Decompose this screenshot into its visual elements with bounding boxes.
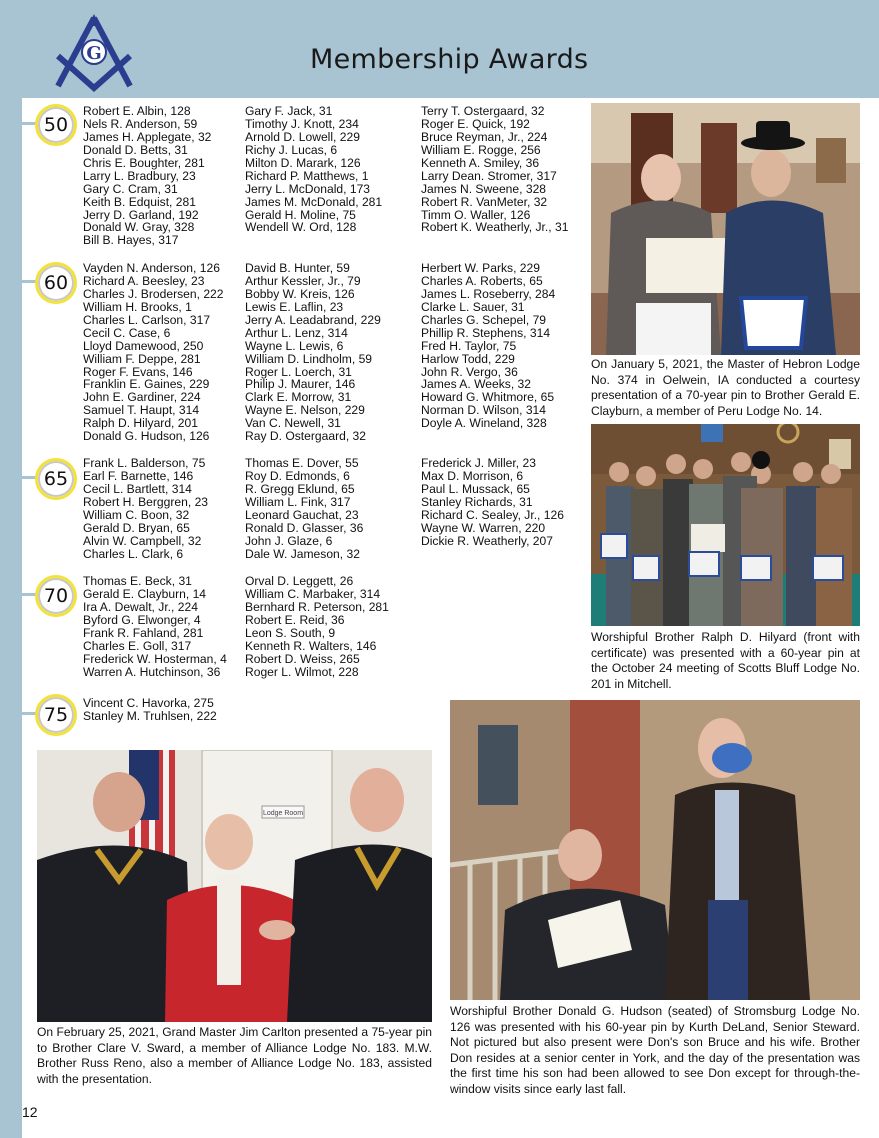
member-name: Arthur L. Lenz, 314 bbox=[245, 325, 348, 340]
member-name: Robert D. Weiss, 265 bbox=[245, 651, 360, 666]
names-col-65-a bbox=[83, 457, 208, 561]
member-name: Clark E. Morrow, 31 bbox=[245, 390, 352, 405]
member-name: David B. Hunter, 59 bbox=[245, 261, 350, 275]
member-name: James N. Sweene, 328 bbox=[421, 181, 547, 196]
svg-text:G: G bbox=[86, 43, 102, 64]
member-name: Charles E. Goll, 317 bbox=[83, 638, 192, 653]
member-name: Phillip R. Stephens, 314 bbox=[421, 325, 551, 340]
member-name: Van C. Newell, 31 bbox=[245, 416, 341, 431]
member-name: Gary C. Cram, 31 bbox=[83, 181, 178, 196]
caption-stromsburg: Worshipful Brother Donald G. Hudson (seated) of Stromsburg Lodge No. 126 was presented with his 60-year pin by Kurth DeLand, Senior Steward. Not pictured but also present were Don's son Bruce and his wife. Brother Don resides at a senior center in York, and the day of the presentation was the first time his son had been allowed to see Don except for through-the-window visits since early last fall. bbox=[450, 1004, 860, 1096]
member-name: Doyle A. Wineland, 328 bbox=[421, 416, 547, 431]
member-name: Bill B. Hayes, 317 bbox=[83, 233, 179, 248]
member-name: James A. Weeks, 32 bbox=[421, 377, 532, 392]
member-name: Terry T. Ostergaard, 32 bbox=[421, 104, 545, 118]
member-name: Fred H. Taylor, 75 bbox=[421, 338, 517, 353]
member-name: Vayden N. Anderson, 126 bbox=[83, 261, 220, 275]
member-name: Gerald E. Clayburn, 14 bbox=[83, 586, 207, 601]
member-name: Frederick J. Miller, 23 bbox=[421, 456, 536, 470]
member-name: Keith B. Edquist, 281 bbox=[83, 194, 196, 209]
member-name: William F. Deppe, 281 bbox=[83, 351, 201, 366]
names-col-70-a bbox=[83, 575, 227, 679]
member-name: Ronald D. Glasser, 36 bbox=[245, 520, 364, 535]
member-name: Bobby W. Kreis, 126 bbox=[245, 286, 355, 301]
left-margin-band bbox=[0, 0, 22, 1138]
page-number: 12 bbox=[22, 1104, 38, 1120]
square-compass-logo-icon bbox=[52, 12, 136, 92]
member-name: Richy J. Lucas, 6 bbox=[245, 142, 338, 157]
member-name: Robert H. Berggren, 23 bbox=[83, 494, 209, 509]
member-name: Kenneth A. Smiley, 36 bbox=[421, 155, 540, 170]
photo-hebron-lodge bbox=[591, 103, 860, 355]
member-name: William E. Rogge, 256 bbox=[421, 142, 541, 157]
member-name: Warren A. Hutchinson, 36 bbox=[83, 664, 221, 679]
member-name: R. Gregg Eklund, 65 bbox=[245, 481, 355, 496]
member-name: Milton D. Marark, 126 bbox=[245, 155, 361, 170]
years-badge-65: 65 bbox=[35, 458, 77, 500]
member-name: Wendell W. Ord, 128 bbox=[245, 220, 357, 235]
member-name: Roger L. Wilmot, 228 bbox=[245, 664, 359, 679]
names-col-60-a bbox=[83, 262, 224, 443]
member-name: John E. Gardiner, 224 bbox=[83, 390, 201, 405]
member-name: Roger L. Loerch, 31 bbox=[245, 364, 352, 379]
names-col-60-c bbox=[421, 262, 555, 430]
member-name: Harlow Todd, 229 bbox=[421, 351, 515, 366]
member-name: Max D. Morrison, 6 bbox=[421, 468, 524, 483]
member-name: Wayne E. Nelson, 229 bbox=[245, 403, 365, 418]
member-name: Cecil C. Case, 6 bbox=[83, 325, 171, 340]
member-name: Ray D. Ostergaard, 32 bbox=[245, 429, 366, 444]
member-name: John J. Glaze, 6 bbox=[245, 533, 333, 548]
member-name: Charles L. Clark, 6 bbox=[83, 546, 184, 561]
names-col-65-c bbox=[421, 457, 564, 548]
member-name: Norman D. Wilson, 314 bbox=[421, 403, 547, 418]
member-name: Wayne L. Lewis, 6 bbox=[245, 338, 344, 353]
member-name: Chris E. Boughter, 281 bbox=[83, 155, 205, 170]
member-name: Richard P. Matthews, 1 bbox=[245, 168, 369, 183]
member-name: Richard A. Beesley, 23 bbox=[83, 273, 205, 288]
member-name: Thomas E. Dover, 55 bbox=[245, 456, 359, 470]
member-name: Cecil L. Bartlett, 314 bbox=[83, 481, 192, 496]
member-name: Charles L. Carlson, 317 bbox=[83, 312, 211, 327]
caption-alliance: On February 25, 2021, Grand Master Jim Carlton presented a 75-year pin to Brother Clare V. Sward, a member of Alliance Lodge No. 183. M.W. Brother Russ Reno, also a member of Alliance Lodge No. 183, assisted with the presentation. bbox=[37, 1025, 432, 1086]
member-name: James L. Roseberry, 284 bbox=[421, 286, 556, 301]
member-name: Stanley Richards, 31 bbox=[421, 494, 533, 509]
member-name: Robert E. Albin, 128 bbox=[83, 104, 191, 118]
member-name: William H. Brooks, 1 bbox=[83, 299, 192, 314]
member-name: Frank L. Balderson, 75 bbox=[83, 456, 206, 470]
names-col-60-b bbox=[245, 262, 381, 443]
member-name: Richard C. Sealey, Jr., 126 bbox=[421, 507, 564, 522]
years-badge-70: 70 bbox=[35, 575, 77, 617]
member-name: Howard G. Whitmore, 65 bbox=[421, 390, 555, 405]
member-name: Orval D. Leggett, 26 bbox=[245, 574, 354, 588]
names-col-75-a bbox=[83, 697, 217, 723]
member-name: Larry Dean. Stromer, 317 bbox=[421, 168, 557, 183]
member-name: Paul L. Mussack, 65 bbox=[421, 481, 530, 496]
member-name: Earl F. Barnette, 146 bbox=[83, 468, 194, 483]
lodge-room-sign: Lodge Room bbox=[262, 810, 304, 817]
member-name: James H. Applegate, 32 bbox=[83, 129, 212, 144]
member-name: Roger F. Evans, 146 bbox=[83, 364, 193, 379]
caption-scotts-bluff: Worshipful Brother Ralph D. Hilyard (front with certificate) was presented with a 60-year pin at the October 24 meeting of Scotts Bluff Lodge No. 201 in Mitchell. bbox=[591, 630, 860, 691]
member-name: Lewis E. Laflin, 23 bbox=[245, 299, 344, 314]
member-name: Leon S. South, 9 bbox=[245, 625, 336, 640]
caption-hebron: On January 5, 2021, the Master of Hebron Lodge No. 374 in Oelwein, IA conducted a courtesy presentation of a 70-year pin to Brother Gerald E. Clayburn, a member of Peru Lodge No. 14. bbox=[591, 357, 860, 418]
member-name: Donald W. Gray, 328 bbox=[83, 220, 195, 235]
member-name: Jerry D. Garland, 192 bbox=[83, 207, 199, 222]
member-name: Roy D. Edmonds, 6 bbox=[245, 468, 350, 483]
years-badge-60: 60 bbox=[35, 262, 77, 304]
member-name: Larry L. Bradbury, 23 bbox=[83, 168, 196, 183]
member-name: John R. Vergo, 36 bbox=[421, 364, 518, 379]
member-name: Frank R. Fahland, 281 bbox=[83, 625, 204, 640]
member-name: Wayne W. Warren, 220 bbox=[421, 520, 546, 535]
member-name: Gerald D. Bryan, 65 bbox=[83, 520, 190, 535]
member-name: Clarke L. Sauer, 31 bbox=[421, 299, 525, 314]
member-name: Leonard Gauchat, 23 bbox=[245, 507, 359, 522]
member-name: William C. Marbaker, 314 bbox=[245, 586, 381, 601]
member-name: Dale W. Jameson, 32 bbox=[245, 546, 360, 561]
member-name: Nels R. Anderson, 59 bbox=[83, 116, 198, 131]
member-name: Bruce Reyman, Jr., 224 bbox=[421, 129, 548, 144]
member-name: Gerald H. Moline, 75 bbox=[245, 207, 356, 222]
member-name: Arthur Kessler, Jr., 79 bbox=[245, 273, 361, 288]
member-name: Timothy J. Knott, 234 bbox=[245, 116, 359, 131]
names-col-50-c bbox=[421, 105, 568, 234]
member-name: Herbert W. Parks, 229 bbox=[421, 261, 540, 275]
names-col-50-b bbox=[245, 105, 382, 234]
names-col-65-b bbox=[245, 457, 363, 561]
years-badge-50: 50 bbox=[35, 104, 77, 146]
member-name: Robert R. VanMeter, 32 bbox=[421, 194, 548, 209]
member-name: Bernhard R. Peterson, 281 bbox=[245, 599, 389, 614]
member-name: Philip J. Maurer, 146 bbox=[245, 377, 356, 392]
page-title: Membership Awards bbox=[310, 44, 589, 75]
member-name: Vincent C. Havorka, 275 bbox=[83, 696, 214, 710]
member-name: Lloyd Damewood, 250 bbox=[83, 338, 204, 353]
member-name: Jerry A. Leadabrand, 229 bbox=[245, 312, 381, 327]
member-name: Franklin E. Gaines, 229 bbox=[83, 377, 210, 392]
member-name: James M. McDonald, 281 bbox=[245, 194, 383, 209]
member-name: Samuel T. Haupt, 314 bbox=[83, 403, 200, 418]
names-col-70-b bbox=[245, 575, 389, 679]
member-name: Donald G. Hudson, 126 bbox=[83, 429, 210, 444]
member-name: Stanley M. Truhlsen, 222 bbox=[83, 708, 217, 723]
member-name: William D. Lindholm, 59 bbox=[245, 351, 373, 366]
member-name: Robert K. Weatherly, Jr., 31 bbox=[421, 220, 569, 235]
member-name: Thomas E. Beck, 31 bbox=[83, 574, 192, 588]
member-name: Arnold D. Lowell, 229 bbox=[245, 129, 360, 144]
member-name: Alvin W. Campbell, 32 bbox=[83, 533, 202, 548]
member-name: Dickie R. Weatherly, 207 bbox=[421, 533, 553, 548]
member-name: Frederick W. Hosterman, 4 bbox=[83, 651, 227, 666]
member-name: Charles J. Brodersen, 222 bbox=[83, 286, 224, 301]
member-name: Ralph D. Hilyard, 201 bbox=[83, 416, 198, 431]
photo-alliance-lodge bbox=[37, 750, 432, 1022]
member-name: Charles G. Schepel, 79 bbox=[421, 312, 547, 327]
names-col-50-a bbox=[83, 105, 211, 247]
member-name: Roger E. Quick, 192 bbox=[421, 116, 530, 131]
member-name: Byford G. Elwonger, 4 bbox=[83, 612, 201, 627]
member-name: Robert E. Reid, 36 bbox=[245, 612, 345, 627]
member-name: Ira A. Dewalt, Jr., 224 bbox=[83, 599, 198, 614]
member-name: Charles A. Roberts, 65 bbox=[421, 273, 543, 288]
member-name: William C. Boon, 32 bbox=[83, 507, 190, 522]
member-name: Donald D. Betts, 31 bbox=[83, 142, 188, 157]
member-name: Timm O. Waller, 126 bbox=[421, 207, 531, 222]
member-name: Jerry L. McDonald, 173 bbox=[245, 181, 371, 196]
photo-stromsburg-lodge bbox=[450, 700, 860, 1000]
photo-scotts-bluff-lodge bbox=[591, 424, 860, 626]
years-badge-75: 75 bbox=[35, 694, 77, 736]
member-name: William L. Fink, 317 bbox=[245, 494, 351, 509]
member-name: Gary F. Jack, 31 bbox=[245, 104, 333, 118]
member-name: Kenneth R. Walters, 146 bbox=[245, 638, 377, 653]
